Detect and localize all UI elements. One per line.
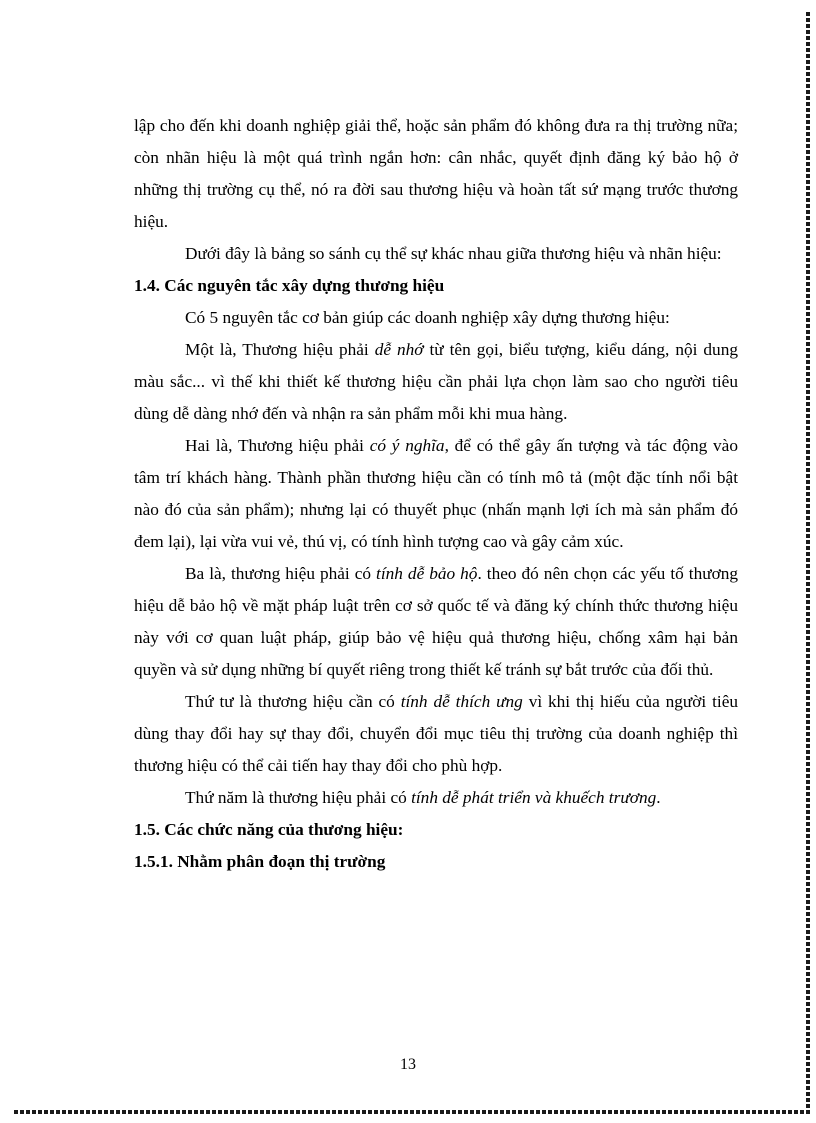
- paragraph-principles-intro: Có 5 nguyên tắc cơ bản giúp các doanh nghiệp xây dựng thương hiệu:: [185, 308, 670, 327]
- principle-4-emphasis: tính dễ thích ưng: [400, 692, 523, 711]
- page-number: 13: [400, 1056, 416, 1073]
- principle-2-text-b: , để có thể gây ấn tượng và tác động vào tâm trí khách hàng. Thành phần thương hiệu cần có tính mô tả (một đặc tính nổi bật nào đó của sản phẩm); nhưng lại có thuyết phục (nhấn mạnh lợi ích mà sản phẩm đó đem lại), lại vừa vui vẻ, thú vị, có tính hình tượng cao và gây cảm xúc.: [134, 436, 738, 551]
- page-border-right: [806, 12, 810, 1112]
- principle-5-text-a: Thứ năm là thương hiệu phải có: [185, 788, 412, 807]
- page-content: [134, 110, 738, 878]
- principle-4-text-b: vì khi thị hiếu của người tiêu dùng thay đổi hay sự thay đổi, chuyển đổi mục tiêu thị trường của doanh nghiệp thì thương hiệu có thể cải tiến hay thay đổi cho phù hợp.: [134, 692, 739, 775]
- paragraph-comparison-intro: Dưới đây là bảng so sánh cụ thể sự khác nhau giữa thương hiệu và nhãn hiệu:: [185, 244, 722, 263]
- principle-1-text-b: từ tên gọi, biểu tượng, kiểu dáng, nội dung màu sắc... vì thế khi thiết kế thương hiệu cần phải lựa chọn làm sao cho người tiêu dùng dễ dàng nhớ đến và nhận ra sản phẩm mỗi khi mua hàng.: [134, 340, 738, 423]
- paragraph-principle-4: [134, 686, 738, 782]
- paragraph-principle-1: [134, 334, 738, 430]
- principle-5-text-b: .: [656, 788, 661, 807]
- section-heading-1-5-1: 1.5.1. Nhằm phân đoạn thị trường: [134, 852, 386, 871]
- principle-4-text-a: Thứ tư là thương hiệu cần có: [185, 692, 401, 711]
- paragraph-principle-3: [134, 558, 738, 686]
- principle-1-text-a: Một là, Thương hiệu phải: [185, 340, 375, 359]
- principle-5-emphasis: tính dễ phát triển và khuếch trương: [411, 788, 657, 807]
- principle-2-text-a: Hai là, Thương hiệu phải: [185, 436, 370, 455]
- section-heading-1-5: 1.5. Các chức năng của thương hiệu:: [134, 820, 404, 839]
- principle-3-text-a: Ba là, thương hiệu phải có: [185, 564, 377, 583]
- principle-3-emphasis: tính dễ bảo hộ: [376, 564, 478, 583]
- page-border-bottom: [14, 1110, 810, 1114]
- principle-3-text-b: . theo đó nên chọn các yếu tố thương hiệu dễ bảo hộ về mặt pháp luật trên cơ sở quốc tế và đăng ký chính thức thương hiệu này với cơ quan luật pháp, giúp bảo vệ hiệu quả thương hiệu, chống xâm hại bản quyền và sử dụng những bí quyết riêng trong thiết kế tránh sự bắt trước của đối thủ.: [134, 564, 738, 679]
- paragraph-principle-5: [134, 782, 738, 814]
- paragraph-continuation: lập cho đến khi doanh nghiệp giải thể, hoặc sản phẩm đó không đưa ra thị trường nữa; còn nhãn hiệu là một quá trình ngắn hơn: cân nhắc, quyết định đăng ký bảo hộ ở những thị trường cụ thể, nó ra đời sau thương hiệu và hoàn tất sứ mạng trước thương hiệu.: [134, 116, 738, 231]
- principle-1-emphasis: dễ nhớ: [374, 340, 424, 359]
- paragraph-principle-2: [134, 430, 738, 558]
- principle-2-emphasis: có ý nghĩa: [369, 436, 445, 455]
- section-heading-1-4: 1.4. Các nguyên tắc xây dựng thương hiệu: [134, 276, 445, 295]
